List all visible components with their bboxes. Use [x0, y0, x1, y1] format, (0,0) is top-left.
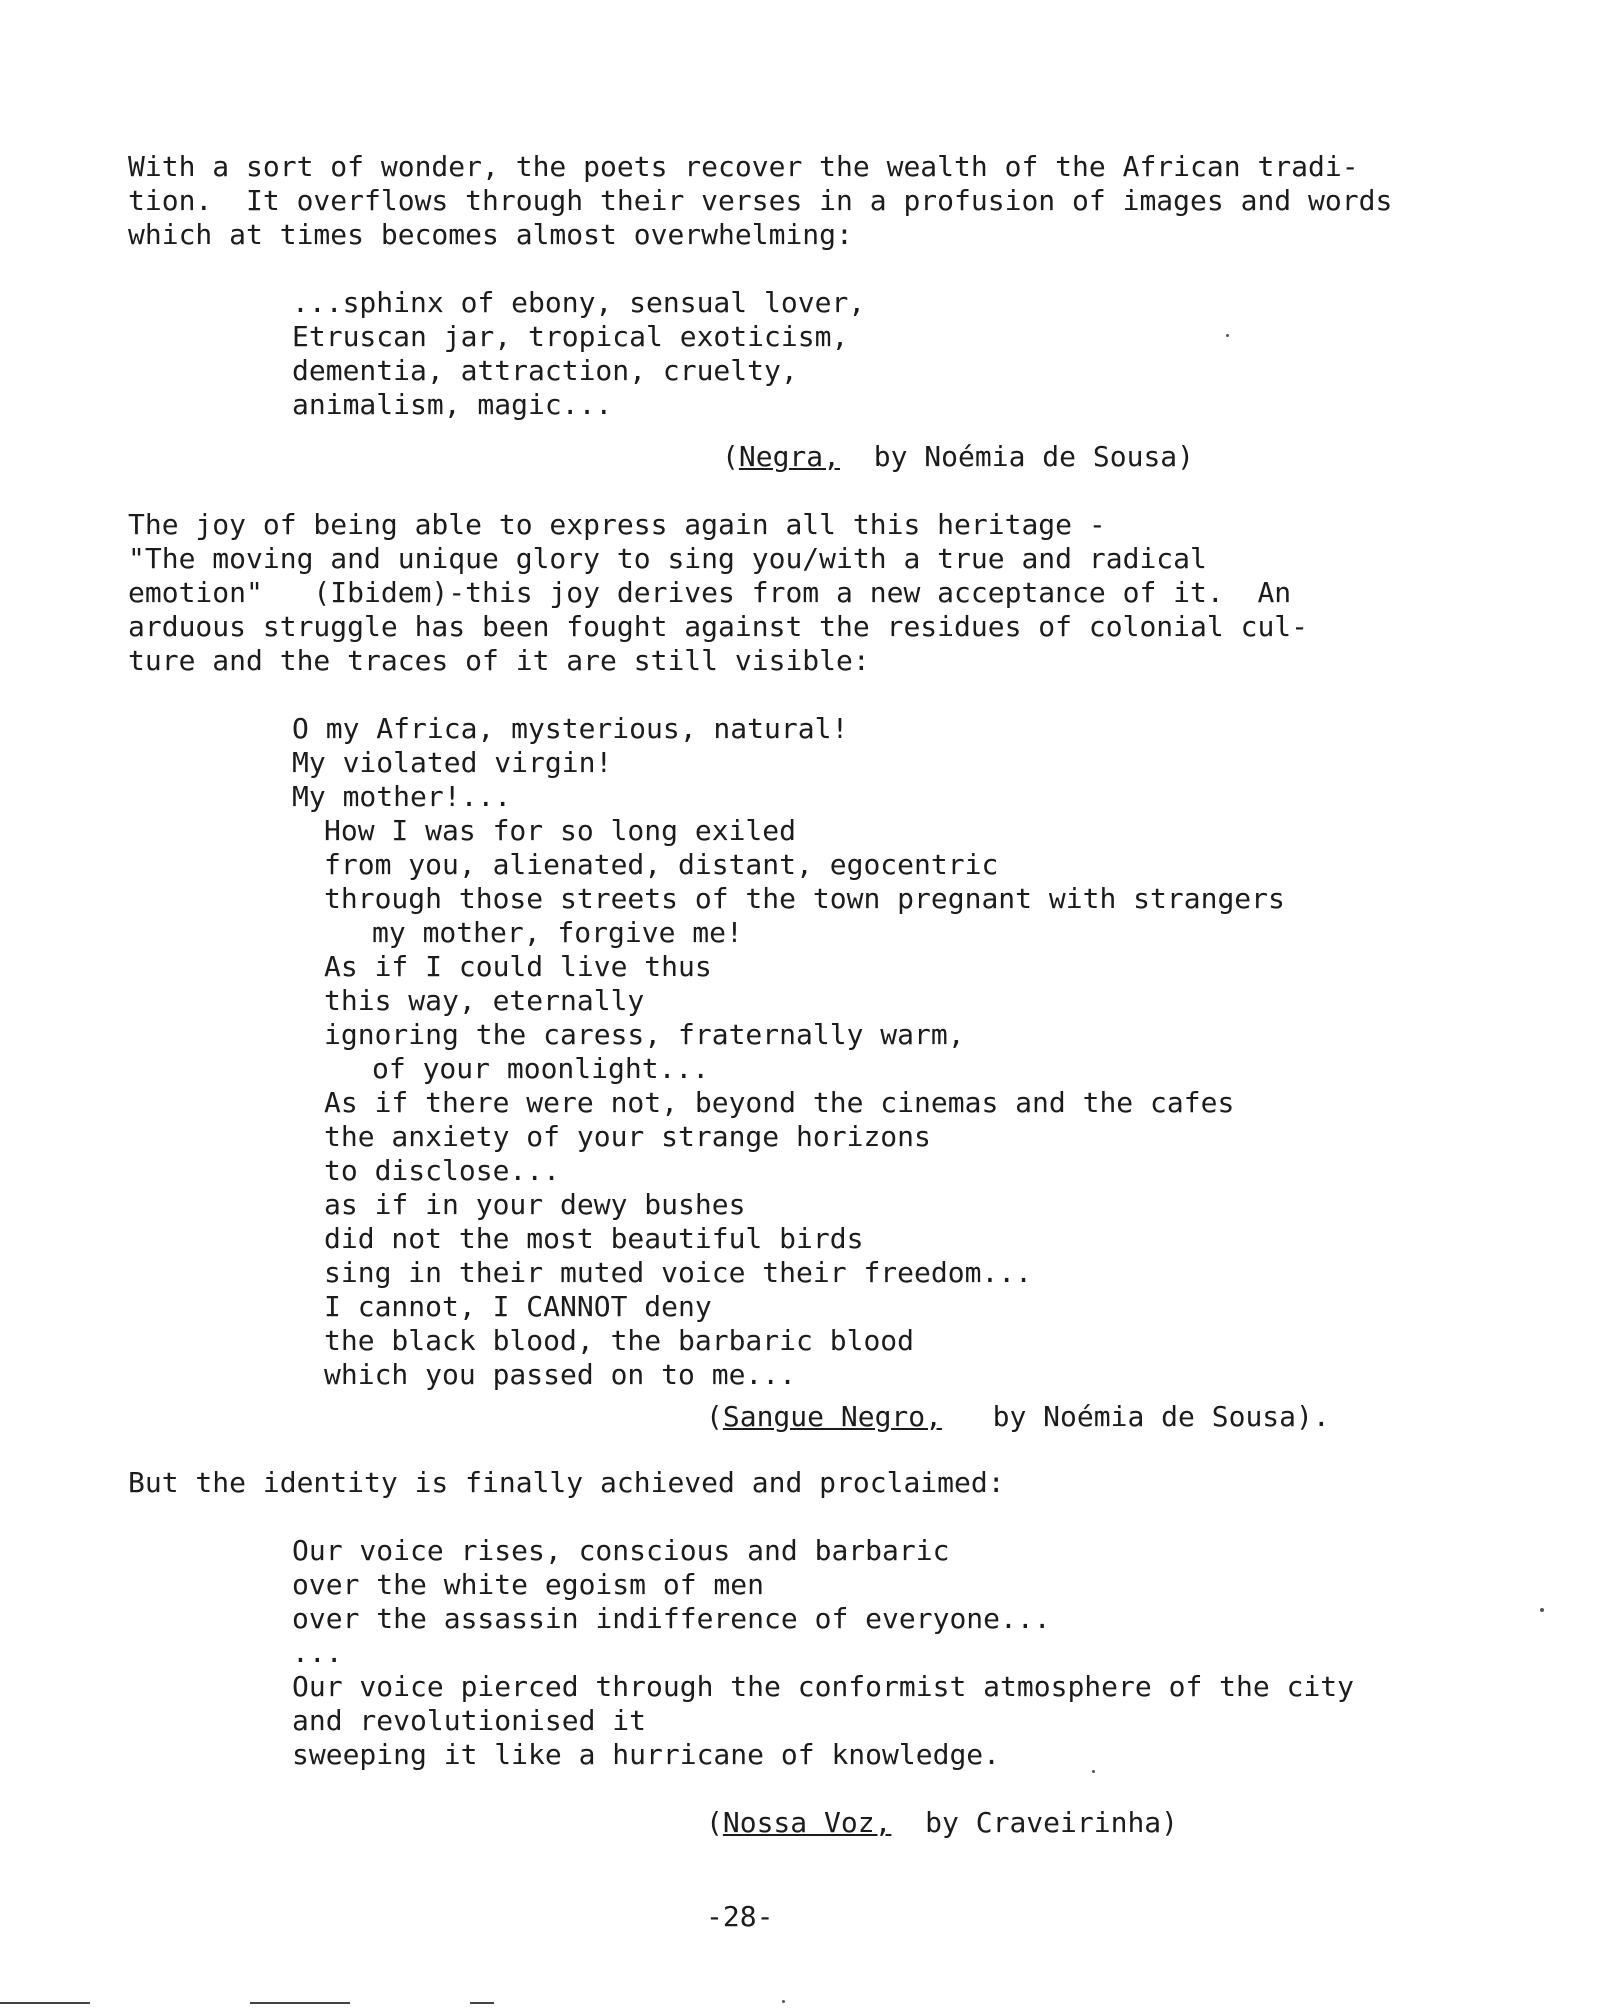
poem-line: ...sphinx of ebony, sensual lover,	[292, 286, 866, 319]
citation-nossa-voz	[706, 1806, 1178, 1840]
citation-open-paren: (	[706, 1806, 723, 1839]
identity-paragraph	[128, 1466, 1005, 1500]
poem-line: the black blood, the barbaric blood	[324, 1324, 915, 1357]
paragraph-line: "The moving and unique glory to sing you/with a true and radical	[128, 542, 1207, 575]
poem-line: As if there were not, beyond the cinemas and the cafes	[324, 1086, 1235, 1119]
poem-line: did not the most beautiful birds	[324, 1222, 864, 1255]
citation-open-paren: (	[722, 440, 739, 473]
poem-line: my mother, forgive me!	[372, 916, 743, 949]
intro-paragraph	[128, 150, 1392, 252]
poem-line: Our voice rises, conscious and barbaric	[292, 1534, 950, 1567]
poem-line: over the white egoism of men	[292, 1568, 765, 1601]
poem-line: from you, alienated, distant, egocentric	[324, 848, 999, 881]
citation-title: Nossa Voz,	[722, 1806, 892, 1839]
poem-line: How I was for so long exiled	[324, 814, 797, 847]
citation-author: by Craveirinha)	[891, 1806, 1179, 1839]
poem-line: As if I could live thus	[324, 950, 712, 983]
poem-line: Our voice pierced through the conformist atmosphere of the city	[292, 1670, 1355, 1703]
poem-negra	[292, 286, 865, 422]
poem-line: which you passed on to me...	[324, 1358, 797, 1391]
paragraph-line: arduous struggle has been fought against the residues of colonial cul-	[128, 610, 1309, 643]
citation-sangue-negro	[706, 1400, 1330, 1434]
poem-line: of your moonlight...	[372, 1052, 710, 1085]
citation-author: by Noémia de Sousa).	[942, 1400, 1330, 1433]
paragraph-line: But the identity is finally achieved and proclaimed:	[128, 1466, 1005, 1499]
scan-edge-mark	[470, 2002, 494, 2004]
heritage-paragraph	[128, 508, 1308, 678]
poem-line: dementia, attraction, cruelty,	[292, 354, 798, 387]
poem-line: sweeping it like a hurricane of knowledge.	[292, 1738, 1001, 1771]
poem-line: Etruscan jar, tropical exoticism,	[292, 320, 849, 353]
poem-line: ignoring the caress, fraternally warm,	[324, 1018, 965, 1051]
poem-line: animalism, magic...	[292, 388, 613, 421]
poem-nossa-voz	[292, 1534, 1354, 1772]
scan-speck	[782, 2000, 785, 2003]
paragraph-line: ture and the traces of it are still visible:	[128, 644, 870, 677]
poem-line: through those streets of the town pregnant with strangers	[324, 882, 1285, 915]
citation-negra	[722, 440, 1194, 474]
paragraph-line: The joy of being able to express again all this heritage -	[128, 508, 1106, 541]
scan-speck	[1540, 1608, 1544, 1612]
scan-speck	[1092, 1770, 1095, 1773]
scan-edge-mark	[0, 2002, 90, 2004]
scan-edge-mark	[250, 2002, 350, 2004]
citation-title: Sangue Negro,	[722, 1400, 943, 1433]
poem-line: the anxiety of your strange horizons	[324, 1120, 931, 1153]
poem-line: as if in your dewy bushes	[324, 1188, 746, 1221]
paragraph-line: With a sort of wonder, the poets recover the wealth of the African tradi-	[128, 150, 1359, 183]
poem-line: sing in their muted voice their freedom...	[324, 1256, 1033, 1289]
poem-line: to disclose...	[324, 1154, 561, 1187]
poem-line: O my Africa, mysterious, natural!	[292, 712, 849, 745]
page-number: -28-	[706, 1900, 774, 1933]
citation-author: by Noémia de Sousa)	[840, 440, 1195, 473]
poem-line: over the assassin indifference of everyone...	[292, 1602, 1051, 1635]
poem-line: I cannot, I CANNOT deny	[324, 1290, 712, 1323]
poem-line: ...	[292, 1636, 343, 1669]
scan-speck	[1226, 334, 1229, 337]
citation-title: Negra,	[738, 440, 841, 473]
citation-open-paren: (	[706, 1400, 723, 1433]
poem-line: and revolutionised it	[292, 1704, 647, 1737]
paragraph-line: tion. It overflows through their verses in a profusion of images and words	[128, 184, 1393, 217]
poem-sangue-negro	[292, 712, 1285, 1392]
poem-line: My mother!...	[292, 780, 512, 813]
paragraph-line: which at times becomes almost overwhelming:	[128, 218, 853, 251]
poem-line: this way, eternally	[324, 984, 645, 1017]
paragraph-line: emotion" (Ibidem)-this joy derives from a new acceptance of it. An	[128, 576, 1292, 609]
poem-line: My violated virgin!	[292, 746, 613, 779]
